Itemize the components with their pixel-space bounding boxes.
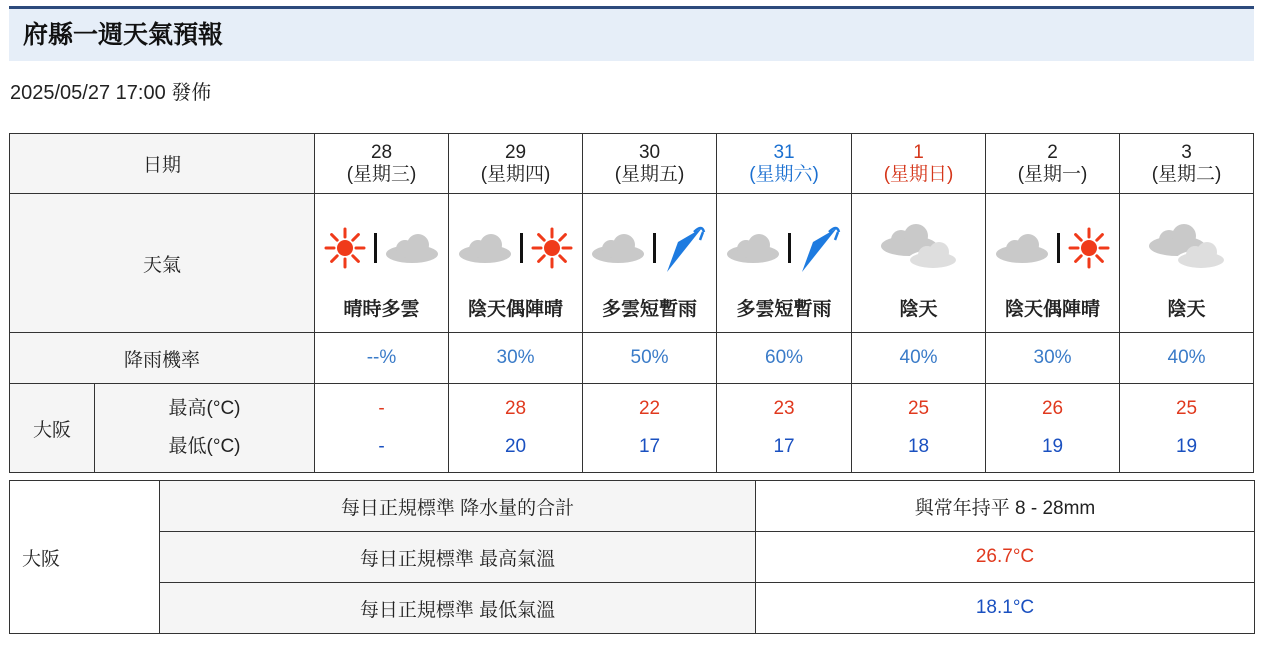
normal-value: 26.7°C [756,532,1255,583]
divider [788,233,791,263]
normal-value: 18.1°C [756,583,1255,634]
pop-value: --% [315,333,449,384]
max-temp-value: 25 [1175,398,1198,419]
weather-cell [315,194,449,333]
normal-label: 每日正規標準 最高氣溫 [160,532,756,583]
max-temp-value: 26 [1041,398,1064,419]
weather-label: 多雲短暫雨 [602,298,698,320]
sun-icon [1068,227,1110,269]
max-temp-label: 最高(°C) [168,398,241,419]
normal-label: 每日正規標準 降水量的合計 [160,481,756,532]
pop-value: 40% [1120,333,1254,384]
weather-cell [583,194,717,333]
weather-icons [1120,220,1253,276]
weekday-label: (星期日) [883,163,954,185]
pop-value: 30% [986,333,1120,384]
max-temp-value: 22 [638,398,661,419]
weather-icons [986,220,1119,276]
temp-cell [1120,384,1254,473]
divider [653,233,656,263]
date-cell [449,134,583,194]
weekday-label: (星期三) [346,163,417,185]
min-temp-value: 17 [638,436,661,457]
weather-icons [852,220,985,276]
weekday-label: (星期四) [480,163,551,185]
weather-label: 陰天 [899,298,938,320]
day-number: 1 [913,141,924,163]
min-temp-label: 最低(°C) [168,436,241,457]
cloud-icon [995,232,1049,264]
weather-cell [449,194,583,333]
sun-icon [324,227,366,269]
cloud-icon [591,232,645,264]
weekly-forecast-table [9,133,1254,473]
pop-value: 60% [717,333,852,384]
day-number: 2 [1047,141,1058,163]
divider [374,233,377,263]
date-header: 日期 [10,134,315,194]
page-title: 府縣一週天氣預報 [23,20,224,49]
weekday-label: (星期一) [1017,163,1088,185]
divider [520,233,523,263]
weather-cell [717,194,852,333]
weekday-label: (星期二) [1151,163,1222,185]
date-cell [852,134,986,194]
city-label: 大阪 [10,384,95,473]
umbrella-icon [799,222,843,274]
max-temp-value: 25 [907,398,930,419]
min-temp-value: 19 [1175,436,1198,457]
temp-cell [583,384,717,473]
temp-cell [315,384,449,473]
pop-value: 40% [852,333,986,384]
issued-time: 2025/05/27 17:00 發佈 [10,82,212,104]
min-temp-value: - [378,436,385,457]
day-number: 3 [1181,141,1192,163]
weather-label: 陰天偶陣晴 [468,298,564,320]
min-temp-value: 19 [1041,436,1064,457]
normals-city: 大阪 [10,481,160,634]
pop-header: 降雨機率 [10,333,315,384]
day-number: 29 [504,141,527,163]
normals-table [9,480,1255,634]
max-temp-value: 28 [504,398,527,419]
max-temp-value: 23 [773,398,795,419]
date-cell [315,134,449,194]
clouds-icon [1147,224,1227,272]
min-temp-value: 20 [504,436,527,457]
date-cell [1120,134,1254,194]
weather-icons [449,220,582,276]
date-cell [717,134,852,194]
weather-label: 晴時多雲 [343,298,420,320]
weather-label: 多雲短暫雨 [736,298,832,320]
min-temp-value: 17 [773,436,795,457]
normal-value: 與常年持平 8 - 28mm [756,481,1255,532]
date-cell [583,134,717,194]
temp-cell [986,384,1120,473]
weather-label: 陰天 [1167,298,1206,320]
weather-icons [315,220,448,276]
max-temp-value: - [378,398,385,419]
weekday-label: (星期五) [614,163,685,185]
divider [1057,233,1060,263]
day-number: 31 [773,141,795,163]
weather-icons [583,220,716,276]
temp-cell [852,384,986,473]
date-cell [986,134,1120,194]
umbrella-icon [664,222,708,274]
temp-cell [449,384,583,473]
weather-label: 陰天偶陣晴 [1005,298,1101,320]
temp-cell [717,384,852,473]
pop-value: 50% [583,333,717,384]
page-header [9,6,1254,61]
weather-header: 天氣 [10,194,315,333]
temp-labels [95,384,315,473]
weather-cell [852,194,986,333]
cloud-icon [385,232,439,264]
weather-icons [717,220,851,276]
day-number: 30 [638,141,661,163]
cloud-icon [726,232,780,264]
clouds-icon [879,224,959,272]
cloud-icon [458,232,512,264]
sun-icon [531,227,573,269]
min-temp-value: 18 [907,436,930,457]
weather-cell [986,194,1120,333]
pop-value: 30% [449,333,583,384]
weather-cell [1120,194,1254,333]
normal-label: 每日正規標準 最低氣溫 [160,583,756,634]
weekday-label: (星期六) [749,163,819,185]
day-number: 28 [370,141,393,163]
